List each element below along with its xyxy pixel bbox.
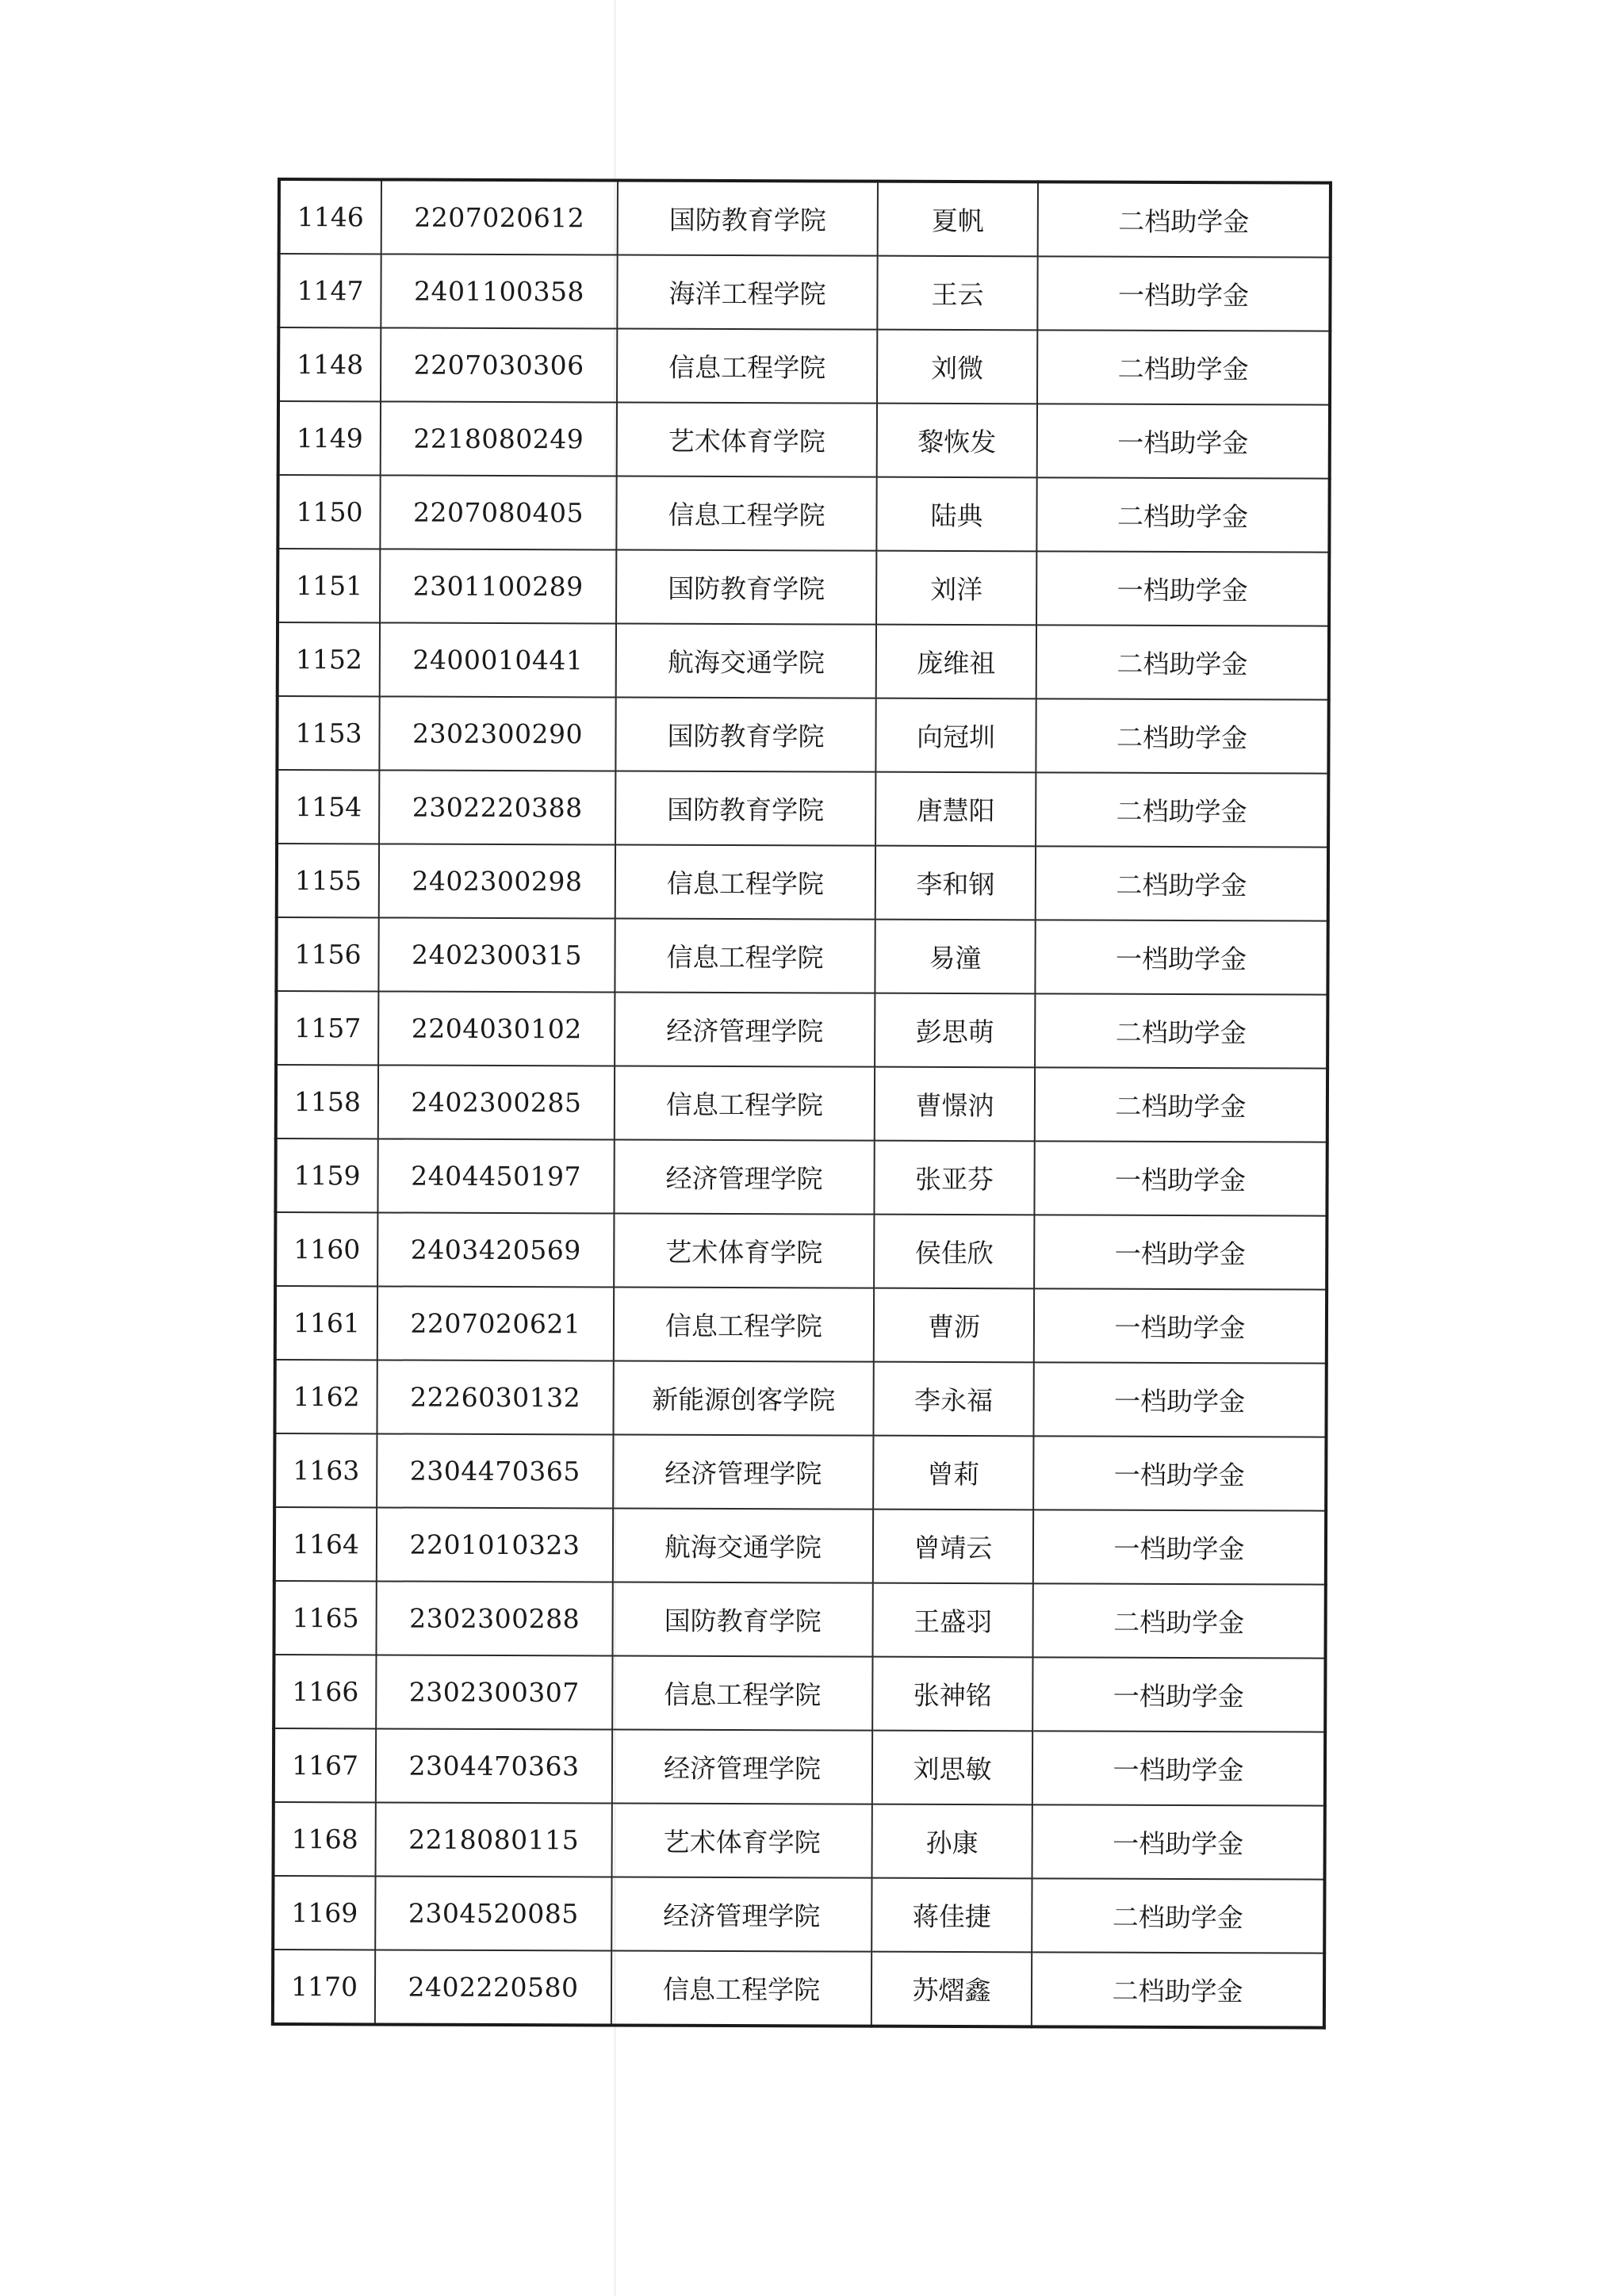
- student-name: 李和钢: [875, 846, 1036, 920]
- college-name: 航海交通学院: [613, 1508, 873, 1582]
- table-row: [275, 1286, 1327, 1364]
- grant-level: 二档助学金: [1038, 182, 1331, 257]
- row-number: 1163: [274, 1433, 377, 1507]
- student-name: 易潼: [875, 920, 1035, 994]
- grant-level: 一档助学金: [1037, 404, 1330, 478]
- student-name: 夏帆: [878, 182, 1038, 257]
- table-row: [278, 475, 1329, 553]
- college-name: 信息工程学院: [612, 1655, 872, 1730]
- college-name: 信息工程学院: [615, 918, 875, 993]
- student-id: 2402300315: [378, 917, 615, 992]
- row-number: 1168: [274, 1802, 376, 1876]
- row-number: 1159: [275, 1138, 377, 1212]
- grant-level: 二档助学金: [1035, 1067, 1327, 1142]
- grant-level: 二档助学金: [1037, 330, 1330, 404]
- row-number: 1155: [277, 844, 379, 917]
- grant-level: 一档助学金: [1034, 1141, 1327, 1215]
- student-id: 2218080249: [381, 401, 617, 476]
- row-number: 1151: [278, 549, 380, 622]
- college-name: 信息工程学院: [615, 1066, 875, 1140]
- row-number: 1149: [278, 401, 381, 475]
- student-id: 2218080115: [376, 1802, 612, 1877]
- college-name: 国防教育学院: [618, 180, 878, 255]
- college-name: 艺术体育学院: [617, 402, 877, 476]
- student-id: 2207030306: [381, 327, 617, 402]
- student-name: 张亚芬: [874, 1141, 1034, 1215]
- college-name: 经济管理学院: [611, 1877, 871, 1951]
- table-row: [273, 1876, 1324, 1954]
- college-name: 经济管理学院: [613, 1434, 873, 1509]
- table-row: [277, 770, 1328, 848]
- college-name: 经济管理学院: [614, 1139, 874, 1214]
- grant-list-table: [271, 178, 1332, 2030]
- college-name: 信息工程学院: [611, 1950, 871, 2026]
- college-name: 艺术体育学院: [614, 1213, 874, 1288]
- college-name: 经济管理学院: [612, 1729, 872, 1804]
- grant-level: 一档助学金: [1033, 1362, 1326, 1437]
- student-name: 黎恢发: [877, 404, 1037, 478]
- student-name: 向冠圳: [875, 698, 1036, 773]
- student-id: 2207020612: [381, 179, 618, 254]
- grant-level: 二档助学金: [1036, 477, 1329, 552]
- table-row: [274, 1433, 1326, 1511]
- student-name: 孙康: [872, 1804, 1032, 1879]
- student-id: 2402220580: [375, 1950, 611, 2025]
- student-id: 2201010323: [377, 1507, 613, 1582]
- college-name: 国防教育学院: [615, 771, 875, 845]
- table-row: [278, 622, 1329, 700]
- college-name: 国防教育学院: [612, 1582, 872, 1656]
- table-row: [278, 254, 1330, 331]
- grant-level: 一档助学金: [1033, 1436, 1326, 1510]
- student-id: 2401100358: [381, 254, 617, 328]
- grant-level: 一档助学金: [1032, 1657, 1325, 1732]
- college-name: 信息工程学院: [617, 328, 877, 403]
- table-row: [276, 917, 1327, 995]
- table-row: [278, 401, 1330, 479]
- grant-level: 二档助学金: [1032, 1878, 1324, 1953]
- student-id: 2302300288: [376, 1581, 612, 1655]
- college-name: 新能源创客学院: [613, 1360, 873, 1435]
- student-id: 2402300298: [379, 844, 615, 918]
- grant-level: 二档助学金: [1036, 772, 1328, 847]
- college-name: 信息工程学院: [616, 476, 876, 550]
- grant-level: 一档助学金: [1034, 1288, 1327, 1363]
- student-name: 曾靖云: [873, 1510, 1033, 1584]
- table-row: [278, 549, 1329, 626]
- row-number: 1169: [273, 1876, 375, 1950]
- student-name: 曹沥: [874, 1288, 1034, 1363]
- grant-level: 二档助学金: [1036, 846, 1328, 920]
- grant-level: 一档助学金: [1036, 551, 1329, 626]
- student-name: 刘洋: [876, 551, 1036, 626]
- college-name: 经济管理学院: [615, 992, 875, 1066]
- student-name: 庞维祖: [876, 625, 1036, 699]
- college-name: 艺术体育学院: [612, 1803, 872, 1877]
- row-number: 1157: [276, 991, 378, 1065]
- table-row: [274, 1728, 1325, 1806]
- student-id: 2207020621: [377, 1286, 614, 1360]
- grant-level: 一档助学金: [1035, 920, 1327, 994]
- row-number: 1150: [278, 475, 380, 549]
- student-name: 王云: [877, 256, 1037, 331]
- table-row: [274, 1655, 1325, 1732]
- grant-level: 一档助学金: [1034, 1215, 1327, 1289]
- row-number: 1156: [276, 917, 378, 991]
- student-name: 苏熠鑫: [871, 1952, 1032, 2027]
- grant-level: 一档助学金: [1032, 1804, 1325, 1879]
- grant-level: 一档助学金: [1037, 256, 1330, 331]
- table-row: [274, 1507, 1326, 1585]
- grant-level: 二档助学金: [1032, 1952, 1324, 2027]
- table-row: [275, 1212, 1327, 1290]
- table-row: [274, 1581, 1325, 1659]
- row-number: 1166: [274, 1655, 376, 1728]
- student-name: 唐慧阳: [875, 772, 1036, 847]
- row-number: 1147: [278, 254, 381, 327]
- student-name: 王盛羽: [872, 1583, 1032, 1658]
- student-name: 侯佳欣: [874, 1215, 1034, 1289]
- college-name: 海洋工程学院: [617, 254, 877, 329]
- table-row: [277, 696, 1328, 774]
- student-id: 2304520085: [375, 1876, 611, 1950]
- row-number: 1170: [273, 1950, 375, 2024]
- student-id: 2204030102: [378, 991, 615, 1066]
- row-number: 1158: [276, 1065, 378, 1138]
- student-id: 2302220388: [379, 770, 615, 844]
- table-row: [276, 1065, 1327, 1142]
- row-number: 1146: [279, 179, 381, 254]
- student-id: 2403420569: [377, 1212, 614, 1287]
- grant-level: 二档助学金: [1032, 1583, 1325, 1658]
- student-name: 张神铭: [872, 1657, 1032, 1732]
- grant-level: 二档助学金: [1036, 698, 1328, 773]
- table-row: [274, 1802, 1325, 1880]
- row-number: 1154: [277, 770, 379, 844]
- student-id: 2304470363: [376, 1728, 612, 1803]
- row-number: 1153: [277, 696, 379, 770]
- table-row: [274, 1360, 1326, 1437]
- student-id: 2400010441: [380, 622, 616, 697]
- college-name: 信息工程学院: [615, 844, 875, 919]
- student-name: 彭思萌: [875, 993, 1035, 1068]
- table-row: [277, 844, 1328, 921]
- row-number: 1160: [275, 1212, 377, 1286]
- grant-level: 二档助学金: [1036, 625, 1329, 699]
- grant-level: 一档助学金: [1033, 1510, 1326, 1584]
- table-row: [278, 327, 1330, 405]
- student-name: 曹憬汭: [875, 1067, 1035, 1142]
- college-name: 航海交通学院: [616, 623, 876, 698]
- student-id: 2207080405: [380, 475, 616, 549]
- student-id: 2302300290: [379, 696, 615, 771]
- row-number: 1165: [274, 1581, 376, 1655]
- student-id: 2404450197: [377, 1138, 614, 1213]
- student-name: 李永福: [873, 1362, 1033, 1437]
- row-number: 1162: [274, 1360, 377, 1433]
- grant-level: 一档助学金: [1032, 1731, 1325, 1805]
- college-name: 信息工程学院: [614, 1287, 874, 1361]
- student-name: 曾莉: [873, 1436, 1033, 1510]
- student-id: 2402300285: [378, 1065, 615, 1139]
- student-name: 刘思敏: [872, 1731, 1032, 1805]
- row-number: 1167: [274, 1728, 376, 1802]
- student-id: 2302300307: [376, 1655, 612, 1729]
- row-number: 1152: [278, 622, 380, 696]
- table-row: [279, 179, 1331, 258]
- row-number: 1148: [278, 327, 381, 401]
- table-row: [273, 1950, 1324, 2028]
- student-name: 陆典: [876, 477, 1036, 552]
- table-row: [276, 991, 1327, 1069]
- table-row: [275, 1138, 1327, 1216]
- student-name: 刘微: [877, 330, 1037, 404]
- row-number: 1161: [275, 1286, 377, 1360]
- college-name: 国防教育学院: [616, 549, 876, 624]
- table-body: [273, 179, 1331, 2028]
- row-number: 1164: [274, 1507, 377, 1581]
- student-id: 2304470365: [377, 1433, 613, 1508]
- student-name: 蒋佳捷: [871, 1878, 1032, 1953]
- grant-level: 二档助学金: [1035, 993, 1327, 1068]
- college-name: 国防教育学院: [615, 697, 875, 771]
- student-id: 2301100289: [380, 549, 616, 623]
- student-id: 2226030132: [377, 1360, 613, 1434]
